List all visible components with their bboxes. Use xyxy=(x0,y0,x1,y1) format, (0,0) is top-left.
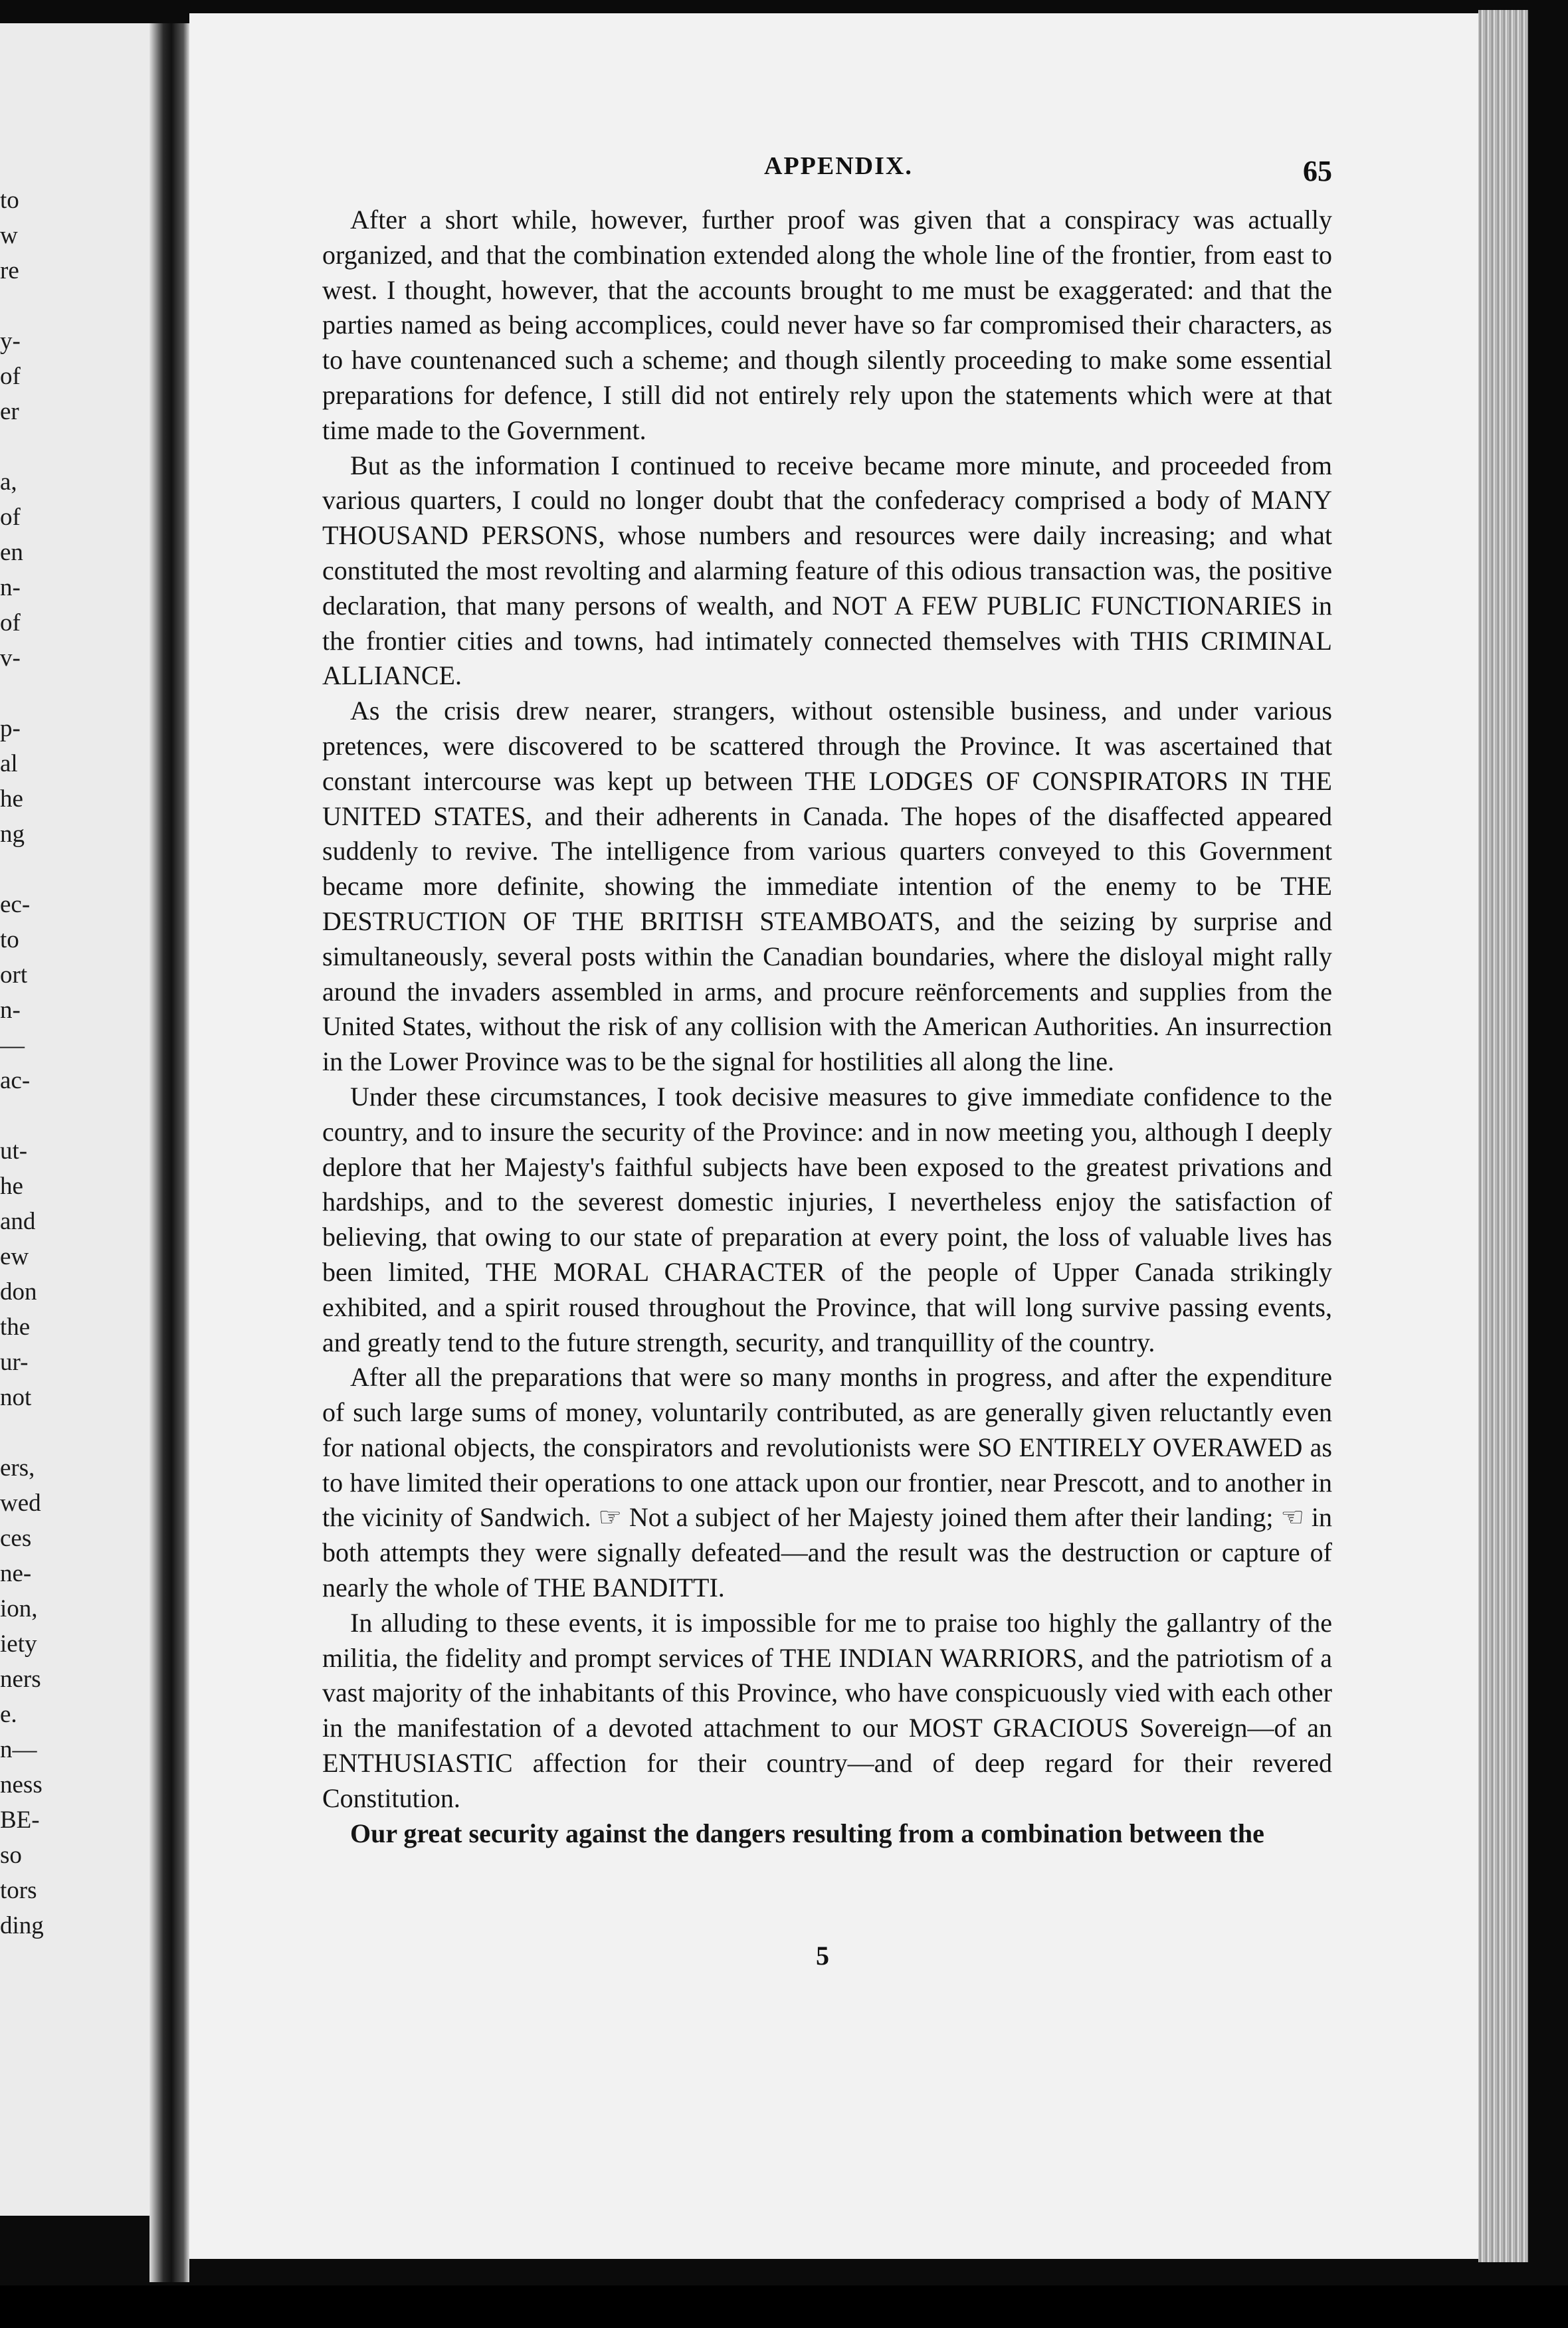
facing-line: ding xyxy=(0,1912,44,1939)
facing-line: n— xyxy=(0,1736,37,1763)
facing-line: not xyxy=(0,1384,32,1411)
facing-line: ness xyxy=(0,1771,43,1798)
facing-line: iety xyxy=(0,1630,37,1658)
facing-line: he xyxy=(0,785,23,813)
facing-line: n- xyxy=(0,997,21,1024)
paragraph: After a short while, however, further proof was given that a conspiracy was actually organized, and that the combination extended along the whole line of the frontier, from east to west. I thought, however, that the accounts brought to me must be exaggerated: and that the parties named as being accomplices, could never have so far compromised their characters, as to have countenanced such a scheme; and though silently proceeding to make some essential preparations for defence, I still did not entirely rely upon the statements which were at that time made to the Government. xyxy=(322,205,1332,445)
facing-line xyxy=(0,1415,174,1450)
facing-page xyxy=(0,23,174,2216)
paragraph: As the crisis drew nearer, strangers, without ostensible business, and under various pretences, were discovered to be scattered through the Province. It was ascertained that constant intercourse was kept up between THE LODGES OF CONSPIRATORS IN THE UNITED STATES, and their adherents in Canada. The hopes of the disaffected appeared suddenly to revive. The intelligence from various quarters conveyed to this Government became more definite, showing the immediate intention of the enemy to be THE DESTRUCTION OF THE BRITISH STEAMBOATS, and the seizing by surprise and simultaneously, several posts within the Canadian boundaries, where the disloyal might rally around the invaders assembled in arms, and procure reënforcements and supplies from the United States, without the risk of any collision with the American Authorities. An insurrection in the Lower Province was to be the signal for hostilities all along the line. xyxy=(322,696,1332,1077)
facing-line: p- xyxy=(0,715,21,742)
page-number: 65 xyxy=(1303,155,1332,187)
facing-line: er xyxy=(0,398,19,425)
facing-line: he xyxy=(0,1173,23,1200)
facing-line xyxy=(0,676,174,711)
facing-line xyxy=(0,1098,174,1133)
facing-line: al xyxy=(0,750,18,777)
facing-line: a, xyxy=(0,468,17,496)
facing-line: and xyxy=(0,1208,36,1235)
facing-line: to xyxy=(0,926,19,953)
facing-line: BE- xyxy=(0,1806,40,1834)
facing-line: of xyxy=(0,609,21,636)
body-text xyxy=(322,203,1332,1851)
facing-line: — xyxy=(0,1032,25,1059)
paragraph: After all the preparations that were so many months in progress, and after the expenditure of such large sums of money, voluntarily contributed, as are generally given reluctantly even for national objects, the conspirators and revolutionists were SO ENTIRELY OVERAWED as to have limited their operations to one attack upon our frontier, near Prescott, and to another in the vicinity of Sandwich. ☞ Not a subject of her Majesty joined them after their landing; ☜ in both attempts they were signally defeated—and the result was the destruction or capture of nearly the whole of THE BANDITTI. xyxy=(322,1362,1332,1603)
facing-line: ne- xyxy=(0,1560,32,1587)
facing-line: tors xyxy=(0,1877,37,1904)
paragraph: In alluding to these events, it is impossible for me to praise too highly the gallantry of the militia, the fidelity and prompt services of THE INDIAN WARRIORS, and the patriotism of a vast majority of the inhabitants of this Province, who have conspicuously vied with each other in the manifestation of a devoted attachment to our MOST GRACIOUS Sovereign—of an ENTHUSIASTIC affection for their country—and of deep regard for their revered Constitution. xyxy=(322,1607,1332,1813)
facing-line: don xyxy=(0,1278,37,1306)
facing-line: e. xyxy=(0,1701,17,1728)
facing-line: to xyxy=(0,187,19,214)
facing-line: the xyxy=(0,1313,31,1341)
facing-line: ng xyxy=(0,821,25,848)
facing-line: en xyxy=(0,539,23,566)
facing-line: of xyxy=(0,363,21,390)
facing-line: ces xyxy=(0,1525,32,1552)
facing-line: w xyxy=(0,222,18,249)
facing-line xyxy=(0,288,174,324)
facing-page-text xyxy=(0,183,174,1943)
facing-line: ners xyxy=(0,1666,41,1693)
scan-border xyxy=(0,2285,1568,2328)
paragraph: But as the information I continued to receive became more minute, and proceeded from various quarters, I could no longer doubt that the confederacy comprised a body of MANY THOUSAND PERSONS, whose numbers and resources were daily increasing; and what constituted the most revolting and alarming feature of this odious transaction was, the positive declaration, that many persons of wealth, and NOT A FEW PUBLIC FUNCTIONARIES in the frontier cities and towns, had intimately connected themselves with THIS CRIMINAL ALLIANCE. xyxy=(322,450,1332,691)
facing-line: ec- xyxy=(0,891,31,918)
running-head: APPENDIX. xyxy=(764,152,913,180)
facing-line xyxy=(0,429,174,464)
facing-line: ut- xyxy=(0,1137,28,1165)
facing-line xyxy=(0,852,174,887)
facing-line: v- xyxy=(0,644,21,672)
facing-line: ac- xyxy=(0,1067,31,1094)
page-edges xyxy=(1478,10,1528,2262)
book-gutter xyxy=(149,23,189,2282)
facing-line: ion, xyxy=(0,1595,38,1622)
facing-line: ers, xyxy=(0,1454,35,1482)
facing-line: so xyxy=(0,1842,22,1869)
facing-line: y- xyxy=(0,328,21,355)
paragraph: Under these circumstances, I took decisive measures to give immediate confidence to the country, and to insure the security of the Province: and in now meeting you, although I deeply deplore that her Majesty's faithful subjects have been exposed to the greatest privations and hardships, and to the severest domestic injuries, I nevertheless enjoy the satisfaction of believing, that owing to our state of preparation at every point, the loss of valuable lives has been limited, THE MORAL CHARACTER of the people of Upper Canada strikingly exhibited, and a spirit roused throughout the Province, that will long survive passing events, and greatly tend to the future strength, security, and tranquillity of the country. xyxy=(322,1081,1332,1357)
facing-line: ur- xyxy=(0,1349,29,1376)
page-header xyxy=(322,151,1332,191)
facing-line: ort xyxy=(0,961,28,989)
facing-line: re xyxy=(0,257,19,284)
facing-line: ew xyxy=(0,1243,29,1270)
signature-mark: 5 xyxy=(816,1941,829,1971)
facing-line: of xyxy=(0,504,21,531)
facing-line: n- xyxy=(0,574,21,601)
paragraph: Our great security against the dangers resulting from a combination between the xyxy=(350,1818,1264,1848)
facing-line: wed xyxy=(0,1490,41,1517)
